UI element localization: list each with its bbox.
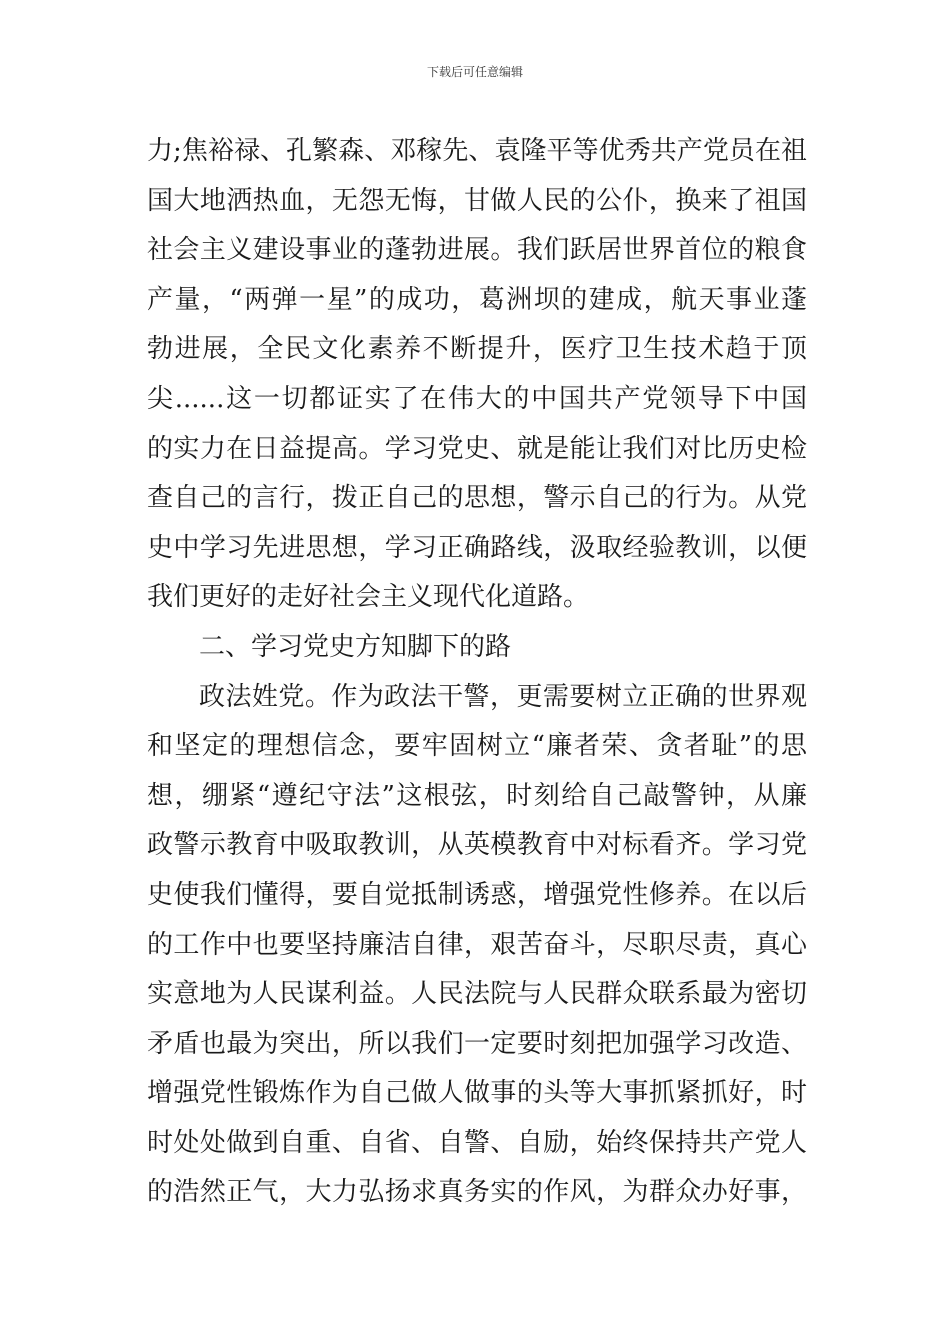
paragraph-3 bbox=[147, 673, 807, 1219]
text-line: 政法姓党。作为政法干警，更需要树立正确的世界观 bbox=[199, 681, 807, 712]
paragraph-1 bbox=[147, 127, 807, 623]
text-line: 时处处做到自重、自省、自警、自励，始终保持共产党人 bbox=[147, 1127, 807, 1158]
text-line: 实意地为人民谋利益。人民法院与人民群众联系最为密切 bbox=[147, 979, 807, 1010]
text-line: 力;焦裕禄、孔繁森、邓稼先、袁隆平等优秀共产党员在祖 bbox=[147, 136, 807, 166]
text-line: 勃进展，全民文化素养不断提升，医疗卫生技术趋于顶 bbox=[147, 334, 807, 365]
text-line: 社会主义建设事业的蓬勃进展。我们跃居世界首位的粮食 bbox=[147, 235, 807, 266]
text-line: 增强党性锻炼作为自己做人做事的头等大事抓紧抓好，时 bbox=[147, 1078, 807, 1109]
text-line: 国大地洒热血，无怨无悔，甘做人民的公仆，换来了祖国 bbox=[147, 185, 807, 216]
text-line: 的浩然正气，大力弘扬求真务实的作风，为群众办好事， bbox=[147, 1177, 807, 1208]
text-line: 尖......这一切都证实了在伟大的中国共产党领导下中国 bbox=[147, 383, 807, 414]
text-line: 想，绷紧“遵纪守法”这根弦，时刻给自己敲警钟，从廉 bbox=[147, 780, 807, 811]
section-heading bbox=[147, 623, 807, 673]
text-line: 我们更好的走好社会主义现代化道路。 bbox=[147, 582, 590, 613]
text-line: 查自己的言行，拨正自己的思想，警示自己的行为。从党 bbox=[147, 483, 807, 514]
text-line: 史中学习先进思想，学习正确路线，汲取经验教训，以便 bbox=[147, 532, 807, 563]
document-body bbox=[147, 127, 807, 1218]
text-line: 和坚定的理想信念，要牢固树立“廉者荣、贪者耻”的思 bbox=[147, 731, 807, 762]
text-line: 的实力在日益提高。学习党史、就是能让我们对比历史检 bbox=[147, 433, 807, 464]
heading-line: 二、学习党史方知脚下的路 bbox=[199, 631, 512, 662]
text-line: 的工作中也要坚持廉洁自律，艰苦奋斗，尽职尽责，真心 bbox=[147, 929, 807, 960]
text-line: 产量，“两弹一星”的成功，葛洲坝的建成，航天事业蓬 bbox=[147, 284, 807, 315]
text-line: 史使我们懂得，要自觉抵制诱惑，增强党性修养。在以后 bbox=[147, 879, 807, 910]
page-header: 下载后可任意编辑 bbox=[426, 65, 523, 79]
text-line: 政警示教育中吸取教训，从英模教育中对标看齐。学习党 bbox=[147, 830, 807, 861]
text-line: 矛盾也最为突出，所以我们一定要时刻把加强学习改造、 bbox=[147, 1028, 807, 1059]
